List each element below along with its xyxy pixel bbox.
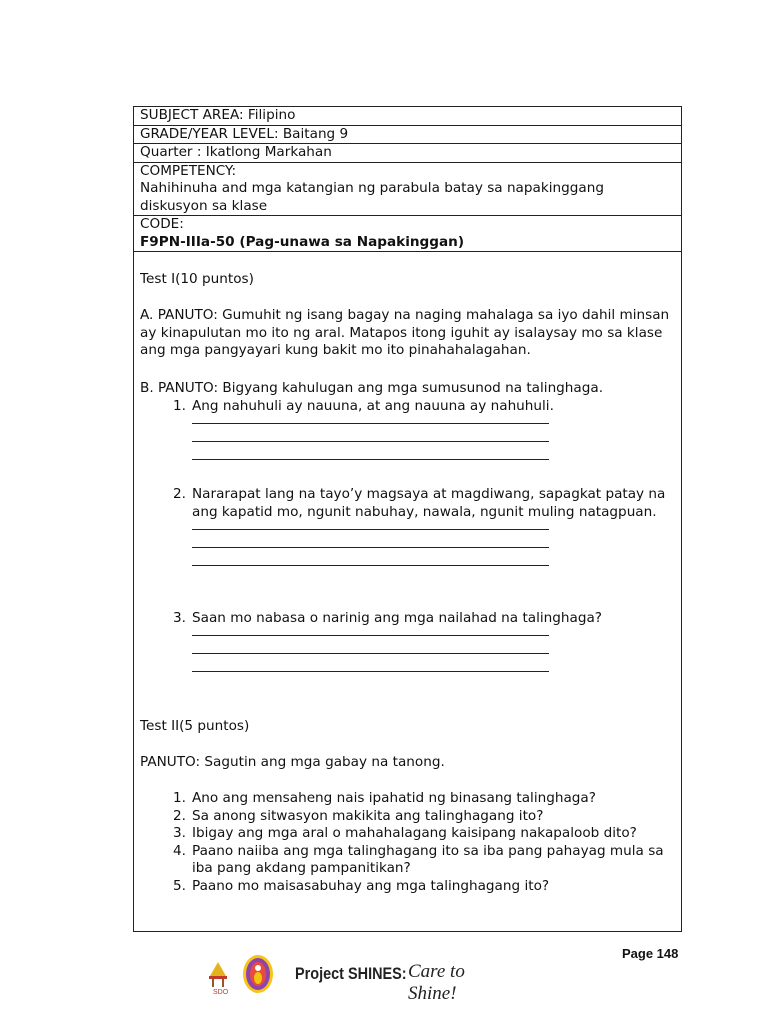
subject-area: SUBJECT AREA: Filipino [140,107,296,123]
answer-line [192,547,549,548]
test1-item-2 [140,486,675,566]
project-title: Project SHINES: [295,964,407,983]
grade-level: GRADE/YEAR LEVEL: Baitang 9 [140,125,349,142]
list-item [140,825,675,843]
test1-title: Test I(10 puntos) [140,271,254,287]
item-text: Nararapat lang na tayo’y magsaya at magdiwang, sapagkat patay na ang kapatid mo, ngunit nabuhay, nawala, ngunit muling natagpuan. [192,486,666,520]
test2-list [140,790,675,895]
svg-text:SDO: SDO [213,989,229,996]
test1-item-3 [140,610,675,672]
list-item [140,878,675,896]
code-label: CODE: [140,216,184,232]
test-content [134,252,681,931]
item-number: 2. [173,486,186,502]
footer-logo-bar [200,952,500,1004]
code-row [134,216,681,252]
answer-line [192,423,549,424]
page-number: Page 148 [622,946,679,961]
item-number: 3. [173,825,186,841]
item-text: Saan mo nabasa o narinig ang mga nailahad na talinghaga? [192,610,603,626]
item-text: Paano naiiba ang mga talinghagang ito sa iba pang pahayag mula sa iba pang akdang pampanitikan? [192,842,664,876]
answer-line [192,671,549,672]
subject-row [134,107,681,126]
answer-line [192,459,549,460]
answer-line [192,529,549,530]
competency-label: COMPETENCY: [140,162,237,179]
worksheet-table [133,106,682,932]
item-number: 1. [173,790,186,806]
grade-row [134,126,681,145]
code-value: F9PN-IIIa-50 (Pag-unawa sa Napakinggan) [140,233,465,250]
list-item [140,790,675,808]
quarter-row [134,144,681,163]
tagline: Care to Shine! [408,961,465,1004]
test2-title: Test II(5 puntos) [140,718,250,734]
answer-line [192,441,549,442]
quarter: Quarter : Ikatlong Markahan [140,144,332,160]
item-number: 4. [173,842,186,859]
competency-row [134,163,681,217]
answer-line [192,565,549,566]
item-text: Ang nahuhuli ay nauuna, at ang nauuna ay nahuhuli. [192,398,554,414]
item-text: Sa anong sitwasyon makikita ang talinghagang ito? [192,807,544,824]
test1-b-instructions: B. PANUTO: Bigyang kahulugan ang mga sumusunod na talinghaga. [140,380,604,396]
item-text: Ibigay ang mga aral o mahahalagang kaisipang nakapaloob dito? [192,825,637,841]
item-number: 1. [173,398,186,414]
test2-instructions: PANUTO: Sagutin ang mga gabay na tanong. [140,754,445,770]
sdo-logo-icon [200,952,280,996]
test1-item-1 [140,398,675,460]
answer-line [192,635,549,636]
test1-a-instructions: A. PANUTO: Gumuhit ng isang bagay na naging mahalaga sa iyo dahil minsan ay kinapulutan mo ito ng aral. Matapos itong iguhit ay isalaysay mo sa klase ang mga pangyayari kung bakit mo ito pinahahalagahan. [140,307,670,358]
list-item [140,843,675,878]
item-number: 2. [173,807,186,824]
item-text: Ano ang mensaheng nais ipahatid ng binasang talinghaga? [192,790,596,806]
item-number: 5. [173,877,186,894]
item-number: 3. [173,610,186,626]
list-item [140,808,675,826]
answer-line [192,653,549,654]
competency-text: Nahihinuha and mga katangian ng parabula batay sa napakinggang diskusyon sa klase [140,180,604,214]
item-text: Paano mo maisasabuhay ang mga talinghagang ito? [192,877,550,894]
